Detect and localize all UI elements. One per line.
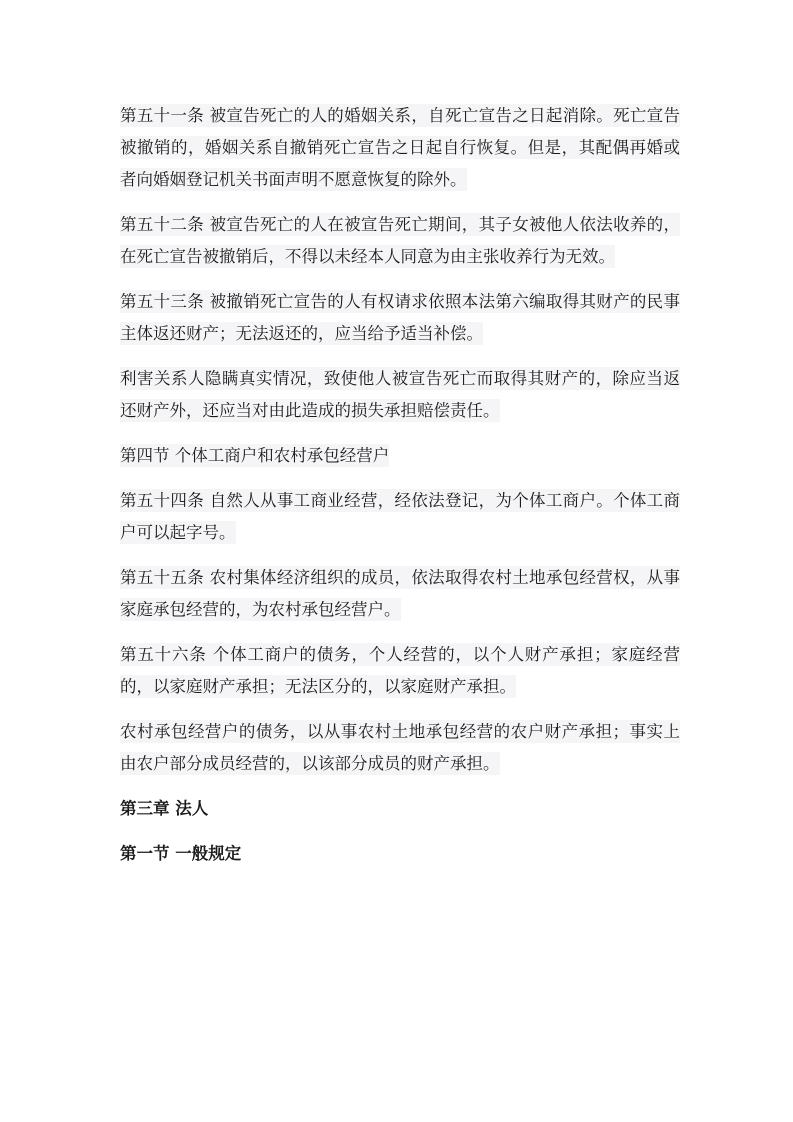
article-53-text: 第五十三条 被撤销死亡宣告的人有权请求依照本法第六编取得其财产的民事主体返还财产；无法返还的，应当给予适当补偿。 [120,292,680,343]
article-56-paragraph-2-text: 农村承包经营户的债务，以从事农村土地承包经营的农户财产承担；事实上由农户部分成员经营的，以该部分成员的财产承担。 [120,722,680,773]
section-4-title [120,440,680,472]
article-52-text: 第五十二条 被宣告死亡的人在被宣告死亡期间，其子女被他人依法收养的，在死亡宣告被撤销后，不得以未经本人同意为由主张收养行为无效。 [120,215,680,266]
section-1-title: 第一节 一般规定 [120,844,242,863]
chapter-3-title: 第三章 法人 [120,799,209,818]
article-56 [120,639,680,703]
article-53-paragraph-2 [120,363,680,427]
article-52 [120,209,680,273]
article-51-text: 第五十一条 被宣告死亡的人的婚姻关系，自死亡宣告之日起消除。死亡宣告被撤销的，婚姻关系自撤销死亡宣告之日起自行恢复。但是，其配偶再婚或者向婚姻登记机关书面声明不愿意恢复的除外。 [120,106,680,189]
article-51 [120,100,680,196]
article-54-text: 第五十四条 自然人从事工商业经营，经依法登记，为个体工商户。个体工商户可以起字号。 [120,491,680,542]
article-55-text: 第五十五条 农村集体经济组织的成员，依法取得农村土地承包经营权，从事家庭承包经营的，为农村承包经营户。 [120,568,680,619]
article-53 [120,286,680,350]
article-53-paragraph-2-text: 利害关系人隐瞒真实情况，致使他人被宣告死亡而取得其财产的，除应当返还财产外，还应当对由此造成的损失承担赔偿责任。 [120,369,680,420]
section-4-title-text: 第四节 个体工商户和农村承包经营户 [120,446,390,465]
article-56-paragraph-2 [120,716,680,780]
article-55 [120,562,680,626]
document-page [120,100,680,883]
article-54 [120,485,680,549]
article-56-text: 第五十六条 个体工商户的债务，个人经营的，以个人财产承担；家庭经营的，以家庭财产承担；无法区分的，以家庭财产承担。 [120,645,680,696]
